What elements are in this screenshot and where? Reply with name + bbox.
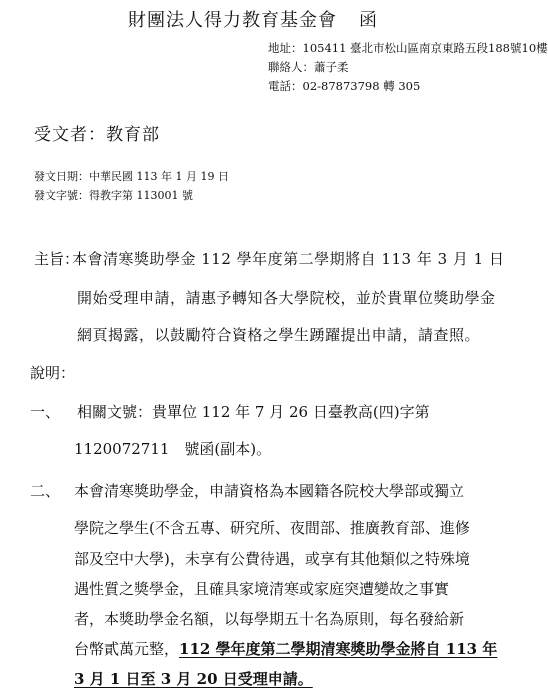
contact-person: 聯絡人：蕭子柔 (268, 60, 349, 74)
phone: 電話：02-87873798 轉 305 (268, 79, 421, 93)
subject-line-1: 本會清寒獎助學金 112 學年度第二學期將自 113 年 3 月 1 日 (72, 250, 505, 268)
item-2-line-3: 部及空中大學)，未享有公費待遇，或享有其他類似之特殊境 (74, 550, 470, 568)
explanation-label: 說明： (30, 364, 76, 382)
application-period-highlight: 112 學年度第二學期清寒獎助學金將自 113 年 (179, 640, 498, 658)
subject-line-3: 網頁揭露，以鼓勵符合資格之學生踴躍提出申請，請查照。 (77, 326, 481, 344)
item-1-line-1: 相關文號：貴單位 112 年 7 月 26 日臺教高(四)字第 (77, 403, 430, 421)
org-title: 財團法人得力教育基金會 (128, 10, 337, 31)
issue-number: 發文字號：得教字第 113001 號 (34, 189, 193, 202)
item-2-line-6-plain: 台幣貳萬元整， (74, 640, 180, 658)
item-2-line-7: 3 月 1 日至 3 月 20 日受理申請。 (74, 670, 313, 688)
address: 地址：105411 臺北市松山區南京東路五段188號10樓 (268, 41, 548, 55)
item-1-line-2: 1120072711 號函(副本)。 (74, 440, 272, 458)
recipient: 受文者：教育部 (34, 125, 160, 145)
item-2-line-2: 學院之學生(不含五專、研究所、夜間部、推廣教育部、進修 (74, 519, 470, 537)
item-2-line-4: 遇性質之獎學金，且確具家境清寒或家庭突遭變故之事實 (74, 580, 450, 598)
document-title (128, 6, 378, 32)
item-2-line-6 (74, 638, 497, 659)
issue-date: 發文日期：中華民國 113 年 1 月 19 日 (34, 170, 229, 183)
doc-type: 函 (359, 10, 378, 31)
subject-label: 主旨： (34, 250, 80, 268)
item-2-number: 二、 (30, 482, 61, 500)
item-2-line-5: 者，本獎助學金名額，以每學期五十名為原則，每名發給新 (74, 610, 465, 628)
subject-line-2: 開始受理申請，請惠予轉知各大學院校，並於貴單位獎助學金 (77, 289, 496, 307)
item-2-line-1: 本會清寒獎助學金，申請資格為本國籍各院校大學部或獨立 (74, 482, 465, 500)
item-1-number: 一、 (30, 403, 61, 421)
